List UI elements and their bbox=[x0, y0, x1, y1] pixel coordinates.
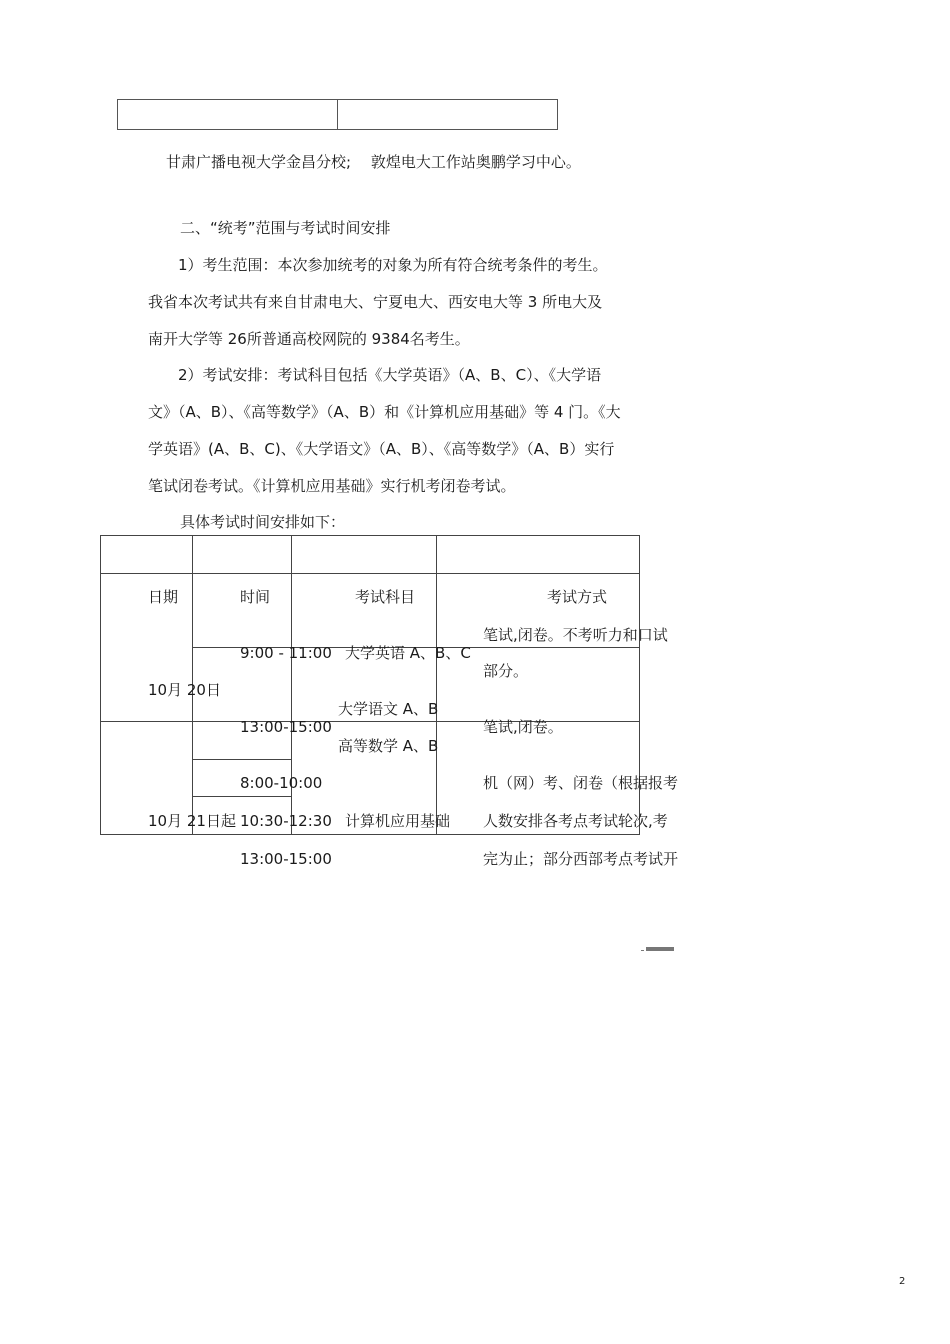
day1-subject-chinese: 大学语文 A、B bbox=[338, 700, 439, 718]
day2-time-1: 8:00-10:00 bbox=[240, 774, 323, 792]
day1-method-afternoon: 笔试,闭卷。 bbox=[483, 718, 563, 736]
day1-subject-math: 高等数学 A、B bbox=[338, 737, 439, 755]
scan-mark bbox=[646, 947, 674, 951]
day2-date: 10月 21日起 bbox=[148, 812, 236, 830]
page-number: 2 bbox=[899, 1276, 906, 1287]
top-table-cell-left bbox=[117, 99, 338, 130]
day2-method-line-1: 机（网）考、闭卷（根据报考 bbox=[483, 774, 679, 792]
day1-subject-english: 大学英语 A、B、C bbox=[345, 644, 471, 662]
day1-method-line-1: 笔试,闭卷。不考听力和口试 bbox=[483, 626, 668, 644]
day2-method-line-2: 人数安排各考点考试轮次,考 bbox=[483, 812, 668, 830]
header-time: 时间 bbox=[240, 588, 271, 606]
top-table-cell-right bbox=[337, 99, 558, 130]
arrangement-line-3: 学英语》(A、B、C)、《大学语文》（A、B）、《高等数学》（A、B）实行 bbox=[148, 440, 615, 458]
schools-line: 甘肃广播电视大学金昌分校; 敦煌电大工作站奥鹏学习中心。 bbox=[166, 153, 581, 171]
day1-date: 10月 20日 bbox=[148, 681, 221, 699]
day2-time-2: 10:30-12:30 bbox=[240, 812, 332, 830]
day1-time-morning: 9:00 - 11:00 bbox=[240, 644, 332, 662]
day1-time-afternoon: 13:00-15:00 bbox=[240, 718, 332, 736]
scope-line-1: 1）考生范围：本次参加统考的对象为所有符合统考条件的考生。 bbox=[178, 256, 608, 274]
scope-line-3: 南开大学等 26所普通高校网院的 9384名考生。 bbox=[148, 330, 470, 348]
header-method: 考试方式 bbox=[547, 588, 608, 606]
scan-dot bbox=[641, 950, 644, 951]
header-date: 日期 bbox=[148, 588, 179, 606]
arrangement-line-4: 笔试闭卷考试。《计算机应用基础》实行机考闭卷考试。 bbox=[148, 477, 516, 495]
day2-subject: 计算机应用基础 bbox=[345, 812, 451, 830]
scope-line-2: 我省本次考试共有来自甘肃电大、宁夏电大、西安电大等 3 所电大及 bbox=[148, 293, 603, 311]
arrangement-line-2: 文》（A、B）、《高等数学》（A、B）和《计算机应用基础》等 4 门。《大 bbox=[148, 403, 621, 421]
header-subject: 考试科目 bbox=[355, 588, 416, 606]
section-title: 二、“统考”范围与考试时间安排 bbox=[180, 219, 391, 237]
day2-method-line-3: 完为止；部分西部考点考试开 bbox=[483, 850, 679, 868]
day1-method-line-2: 部分。 bbox=[483, 662, 529, 680]
day2-time-3: 13:00-15:00 bbox=[240, 850, 332, 868]
arrangement-line-1: 2）考试安排：考试科目包括《大学英语》（A、B、C）、《大学语 bbox=[178, 366, 602, 384]
schedule-intro: 具体考试时间安排如下： bbox=[180, 513, 346, 531]
